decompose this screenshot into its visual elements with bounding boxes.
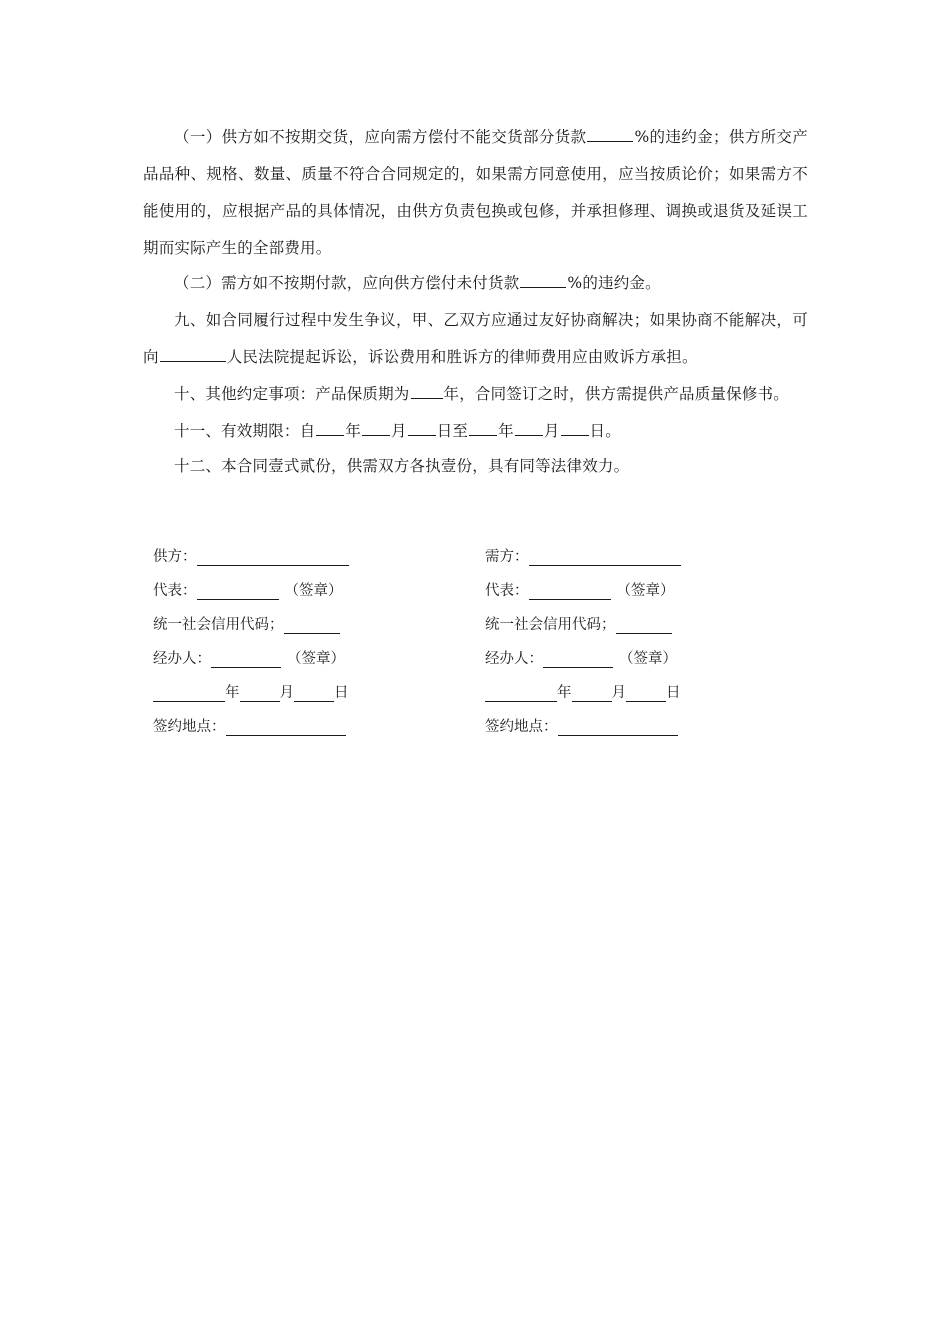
buyer-month-field[interactable]	[572, 683, 612, 702]
buyer-label: 需方：	[485, 549, 529, 565]
buyer-credit-code-field[interactable]	[616, 615, 672, 634]
clause-text: 十一、有效期限：自	[174, 422, 316, 440]
supplier-representative-field[interactable]	[197, 581, 279, 600]
supplier-location-row	[153, 710, 383, 744]
clause-text: 十、其他约定事项：产品保质期为	[174, 385, 410, 403]
clause-text: 年，合同签订之时，供方需提供产品质量保修书。	[443, 385, 789, 403]
clause-text: 年	[345, 422, 362, 440]
supplier-representative-row	[153, 574, 383, 608]
seal-label: （签章）	[284, 583, 343, 599]
blank-field[interactable]	[408, 418, 436, 436]
clause-text: 月	[391, 422, 407, 440]
clause-text: 月	[543, 422, 560, 440]
buyer-signature-block	[485, 540, 715, 744]
contract-body	[143, 119, 808, 485]
supplier-signature-block	[153, 540, 383, 744]
seal-label: （签章）	[619, 651, 677, 667]
supplier-day-field[interactable]	[294, 683, 334, 702]
clause-other	[143, 376, 808, 413]
seal-label: （签章）	[287, 651, 345, 667]
blank-field[interactable]	[362, 418, 390, 436]
clause-breach-supplier	[143, 119, 808, 267]
blank-field[interactable]	[469, 418, 497, 436]
blank-field[interactable]	[316, 418, 344, 436]
supplier-handler-row	[153, 642, 383, 676]
clause-breach-buyer	[143, 265, 808, 302]
buyer-credit-code-row	[485, 608, 715, 642]
clause-text: 九、如合同履行过程中发生争议，甲、乙双方应通过友好协商解决；如果协商不能解决，可向	[143, 311, 808, 366]
clause-text: （一）供方如不按期交货，应向需方偿付不能交货部分货款	[174, 128, 587, 146]
buyer-field[interactable]	[529, 547, 681, 566]
clause-dispute	[143, 302, 808, 376]
credit-code-label: 统一社会信用代码；	[485, 617, 616, 633]
supplier-credit-code-row	[153, 608, 383, 642]
location-label: 签约地点：	[485, 719, 558, 735]
month-label: 月	[279, 685, 294, 701]
supplier-handler-field[interactable]	[211, 649, 281, 668]
clause-text: 日。	[589, 422, 621, 440]
supplier-label: 供方：	[153, 549, 197, 565]
buyer-location-row	[485, 710, 715, 744]
clause-text: （二）需方如不按期付款，应向供方偿付未付货款	[174, 274, 520, 292]
supplier-date-row	[153, 676, 383, 710]
year-label: 年	[225, 685, 240, 701]
buyer-representative-row	[485, 574, 715, 608]
blank-field[interactable]	[411, 381, 443, 399]
clause-text: 十二、本合同壹式贰份，供需双方各执壹份，具有同等法律效力。	[174, 457, 630, 475]
day-label: 日	[334, 685, 349, 701]
blank-field[interactable]	[587, 124, 633, 142]
clause-text: %的违约金；供方所交产品品种、规格、数量、质量不符合合同规定的，如果需方同意使用，应当按质论价；如果需方不能使用的，应根据产品的具体情况，由供方负责包换或包修，并承担修理、调换或退货及延误工期而实际产生的全部费用。	[143, 128, 808, 257]
handler-label: 经办人：	[485, 651, 543, 667]
buyer-date-row	[485, 676, 715, 710]
clause-text: 年	[498, 422, 514, 440]
supplier-credit-code-field[interactable]	[284, 615, 340, 634]
year-label: 年	[557, 685, 572, 701]
credit-code-label: 统一社会信用代码；	[153, 617, 284, 633]
blank-field[interactable]	[515, 418, 543, 436]
clause-text: 日至	[436, 422, 469, 440]
blank-field[interactable]	[561, 418, 589, 436]
supplier-row	[153, 540, 383, 574]
supplier-location-field[interactable]	[226, 717, 346, 736]
supplier-year-field[interactable]	[153, 683, 225, 702]
buyer-day-field[interactable]	[626, 683, 666, 702]
month-label: 月	[611, 685, 626, 701]
representative-label: 代表：	[485, 583, 529, 599]
clause-validity	[143, 413, 808, 450]
buyer-year-field[interactable]	[485, 683, 557, 702]
clause-text: %的违约金。	[567, 274, 661, 292]
supplier-month-field[interactable]	[240, 683, 280, 702]
buyer-representative-field[interactable]	[529, 581, 611, 600]
location-label: 签约地点：	[153, 719, 226, 735]
representative-label: 代表：	[153, 583, 197, 599]
day-label: 日	[666, 685, 681, 701]
blank-field[interactable]	[160, 344, 226, 362]
buyer-handler-row	[485, 642, 715, 676]
clause-text: 人民法院提起诉讼，诉讼费用和胜诉方的律师费用应由败诉方承担。	[226, 348, 698, 366]
blank-field[interactable]	[520, 270, 566, 288]
supplier-field[interactable]	[197, 547, 349, 566]
clause-copies	[143, 448, 808, 485]
seal-label: （签章）	[616, 583, 675, 599]
handler-label: 经办人：	[153, 651, 211, 667]
buyer-location-field[interactable]	[558, 717, 678, 736]
buyer-row	[485, 540, 715, 574]
buyer-handler-field[interactable]	[543, 649, 613, 668]
